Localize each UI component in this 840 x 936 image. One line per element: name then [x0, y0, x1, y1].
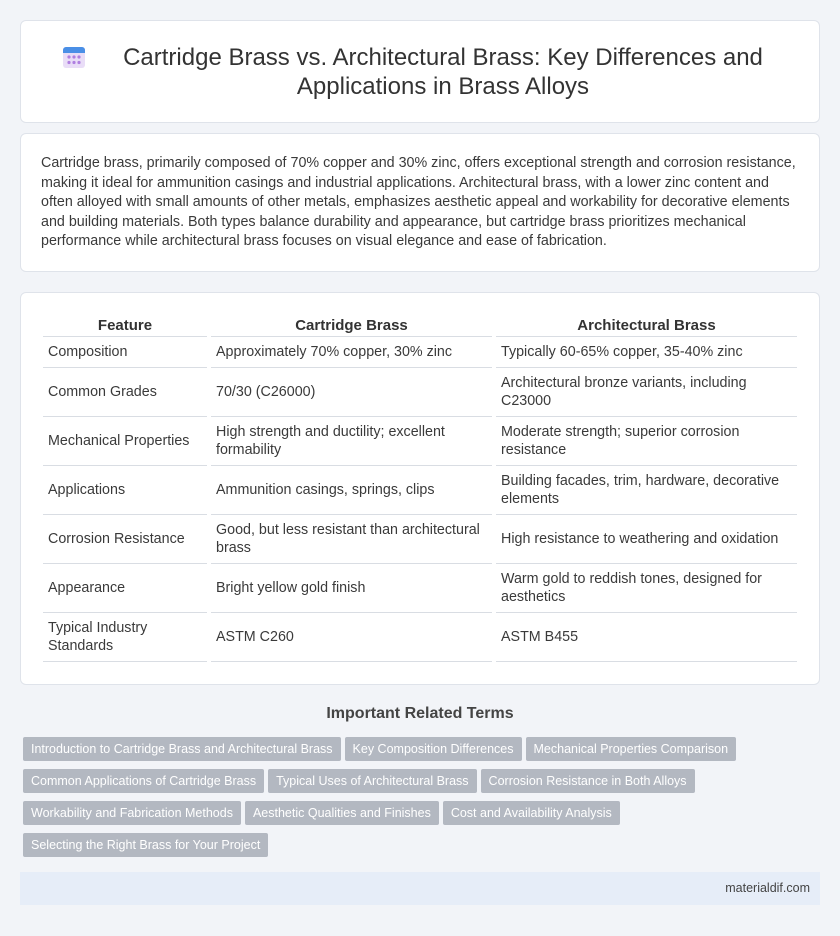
table-cell: Warm gold to reddish tones, designed for aesthetics: [496, 564, 797, 613]
table-cell: High strength and ductility; excellent formability: [211, 417, 492, 466]
table-cell: ASTM B455: [496, 613, 797, 662]
header-architectural-brass: Architectural Brass: [496, 315, 797, 337]
table-cell: Bright yellow gold finish: [211, 564, 492, 613]
table-row: [43, 564, 797, 613]
intro-paragraph: Cartridge brass, primarily composed of 70% copper and 30% zinc, offers exceptional strength and corrosion resistance, making it ideal for ammunition casings and industrial applications. Architectural brass, with a lower zinc content and often alloyed with small amounts of other metals, emphasizes aesthetic appeal and workability for decorative elements and building materials. Both types balance durability and appearance, but cartridge brass prioritizes mechanical performance while architectural brass focuses on visual elegance and ease of fabrication.: [41, 155, 796, 249]
table-cell: ASTM C260: [211, 613, 492, 662]
table-row: [43, 368, 797, 417]
table-cell: Appearance: [43, 564, 207, 613]
footer-site-link[interactable]: materialdif.com: [725, 881, 810, 895]
table-cell: Approximately 70% copper, 30% zinc: [211, 337, 492, 368]
table-cell: Ammunition casings, springs, clips: [211, 466, 492, 515]
footer: [20, 872, 820, 905]
page-title: Cartridge Brass vs. Architectural Brass: Key Differences and Applications in Brass Alloys: [123, 43, 763, 100]
related-tag[interactable]: Typical Uses of Architectural Brass: [268, 769, 476, 793]
table-cell: Architectural bronze variants, including C23000: [496, 368, 797, 417]
table-row: [43, 417, 797, 466]
calendar-icon: [61, 44, 87, 70]
related-terms-title: Important Related Terms: [326, 705, 514, 722]
table-cell: Typically 60-65% copper, 35-40% zinc: [496, 337, 797, 368]
table-cell: Building facades, trim, hardware, decorative elements: [496, 466, 797, 515]
table-cell: Good, but less resistant than architectural brass: [211, 515, 492, 564]
related-terms-tags: [23, 737, 823, 865]
related-tag[interactable]: Common Applications of Cartridge Brass: [23, 769, 264, 793]
related-tag[interactable]: Corrosion Resistance in Both Alloys: [481, 769, 695, 793]
related-tag[interactable]: Aesthetic Qualities and Finishes: [245, 801, 439, 825]
table-cell: Applications: [43, 466, 207, 515]
table-row: [43, 613, 797, 662]
title-card: [20, 20, 820, 123]
table-row: [43, 466, 797, 515]
table-header-row: [43, 315, 797, 337]
related-tag[interactable]: Mechanical Properties Comparison: [526, 737, 737, 761]
related-tag[interactable]: Key Composition Differences: [345, 737, 522, 761]
header-feature: Feature: [43, 315, 207, 337]
table-cell: Moderate strength; superior corrosion resistance: [496, 417, 797, 466]
table-row: [43, 515, 797, 564]
table-cell: Corrosion Resistance: [43, 515, 207, 564]
comparison-table: [39, 315, 801, 662]
comparison-table-card: [20, 292, 820, 685]
table-cell: Common Grades: [43, 368, 207, 417]
header-cartridge-brass: Cartridge Brass: [211, 315, 492, 337]
table-cell: High resistance to weathering and oxidation: [496, 515, 797, 564]
table-cell: Composition: [43, 337, 207, 368]
table-cell: Mechanical Properties: [43, 417, 207, 466]
table-cell: Typical Industry Standards: [43, 613, 207, 662]
related-tag[interactable]: Introduction to Cartridge Brass and Architectural Brass: [23, 737, 341, 761]
related-tag[interactable]: Selecting the Right Brass for Your Project: [23, 833, 268, 857]
table-row: [43, 337, 797, 368]
intro-card: [20, 133, 820, 272]
title-wrap: [21, 21, 819, 122]
related-tag[interactable]: Cost and Availability Analysis: [443, 801, 620, 825]
related-tag[interactable]: Workability and Fabrication Methods: [23, 801, 241, 825]
table-cell: 70/30 (C26000): [211, 368, 492, 417]
